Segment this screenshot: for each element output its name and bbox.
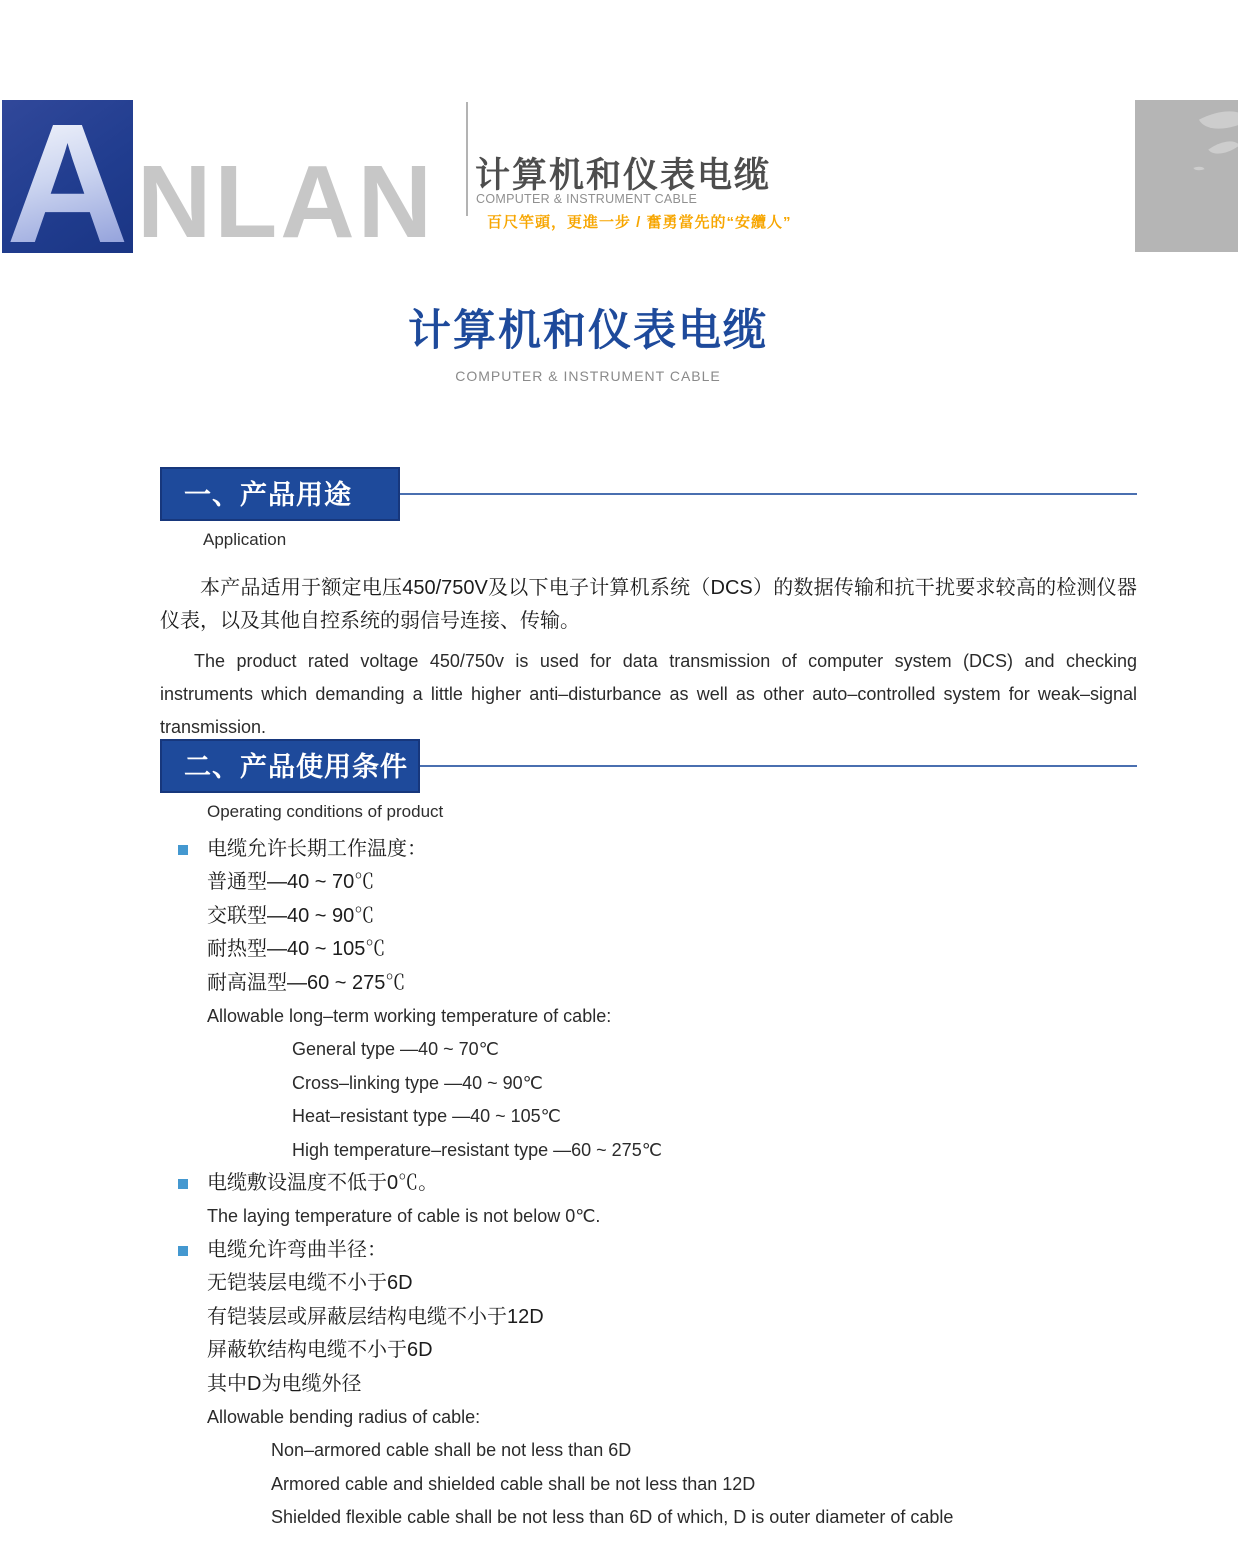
list-item-text: 电缆敷设温度不低于0℃。 xyxy=(207,1172,439,1195)
section-application xyxy=(160,467,1137,744)
leaf-decoration-icon xyxy=(1199,100,1238,141)
list-item-text: Allowable long–term working temperature of cable: xyxy=(207,1006,612,1027)
section-subheading-en: Operating conditions of product xyxy=(207,802,444,821)
section-header xyxy=(160,467,1137,521)
bullet-square-icon xyxy=(178,1179,188,1189)
list-item xyxy=(160,1501,1137,1534)
list-item-text: 其中D为电缆外径 xyxy=(207,1372,362,1395)
list-item xyxy=(160,1368,1137,1401)
list-item xyxy=(160,900,1137,933)
bullet-square-icon xyxy=(178,845,188,855)
section-rule-line xyxy=(400,493,1137,495)
section-header xyxy=(160,739,1137,793)
list-item xyxy=(160,1000,1137,1033)
list-item-text: General type —40 ~ 70℃ xyxy=(292,1039,499,1060)
leaf-decoration-icon xyxy=(1208,133,1238,162)
list-item xyxy=(160,1334,1137,1367)
list-item xyxy=(160,1468,1137,1501)
section-operating-conditions xyxy=(160,739,1137,1535)
page-title-zh: 计算机和仪表电缆 xyxy=(408,307,768,355)
list-item xyxy=(160,866,1137,899)
application-paragraph-zh: 本产品适用于额定电压450/750V及以下电子计算机系统（DCS）的数据传输和抗干扰要求较高的检测仪器仪表，以及其他自控系统的弱信号连接、传输。 xyxy=(160,577,1137,632)
list-item xyxy=(160,967,1137,1000)
list-item-text: 无铠装层电缆不小于6D xyxy=(207,1272,413,1295)
conditions-list xyxy=(160,833,1137,1535)
list-item xyxy=(160,1301,1137,1334)
page-title-block xyxy=(0,297,1176,384)
section-rule-line xyxy=(420,765,1137,767)
list-item xyxy=(160,1134,1137,1167)
list-item-text: Allowable bending radius of cable: xyxy=(207,1406,481,1427)
list-item-text: High temperature–resistant type —60 ~ 275℃ xyxy=(292,1139,662,1160)
corner-photo-block xyxy=(1135,100,1238,252)
page-title-en: COMPUTER & INSTRUMENT CABLE xyxy=(455,368,721,384)
section-subheading-en: Application xyxy=(203,530,287,549)
list-item-text: Shielded flexible cable shall be not less than 6D of which, D is outer diameter of cable xyxy=(271,1507,954,1528)
list-item xyxy=(160,1200,1137,1233)
list-item-text: Heat–resistant type —40 ~ 105℃ xyxy=(292,1106,561,1127)
list-item-text: 电缆允许弯曲半径： xyxy=(207,1238,387,1261)
list-item-text: Non–armored cable shall be not less than 6D xyxy=(271,1440,632,1461)
anlan-logo-letters: NLAN xyxy=(137,144,436,259)
list-item xyxy=(160,1067,1137,1100)
anlan-logo-mark xyxy=(2,100,133,253)
list-item xyxy=(160,833,1137,866)
list-item-text: 普通型—40 ~ 70℃ xyxy=(207,871,375,894)
bullet-square-icon xyxy=(178,1246,188,1256)
list-item xyxy=(160,933,1137,966)
list-item-text: Cross–linking type —40 ~ 90℃ xyxy=(292,1072,543,1093)
list-item xyxy=(160,1434,1137,1467)
leaf-decoration-icon xyxy=(1193,164,1204,172)
header-product-name-zh: 计算机和仪表电缆 xyxy=(475,156,772,195)
application-paragraph-en: The product rated voltage 450/750v is used for data transmission of computer system (DCS) and checking instruments which demanding a little higher anti–disturbance as well as other auto–controlled system for weak–signal transmission. xyxy=(160,651,1137,737)
list-item-text: 有铠装层或屏蔽层结构电缆不小于12D xyxy=(207,1305,544,1328)
header-product-name-en: COMPUTER & INSTRUMENT CABLE xyxy=(476,192,698,206)
header-slogan: 百尺竿頭，更進一步 / 奮勇當先的“安纜人” xyxy=(487,214,792,231)
list-item-text: 屏蔽软结构电缆不小于6D xyxy=(207,1339,433,1362)
list-item-text: 电缆允许长期工作温度： xyxy=(207,838,427,860)
list-item xyxy=(160,1033,1137,1066)
list-item-text: 耐高温型—60 ~ 275℃ xyxy=(207,971,406,994)
list-item-text: 耐热型—40 ~ 105℃ xyxy=(207,938,386,961)
logo-letter-a: A xyxy=(6,100,129,253)
list-item xyxy=(160,1234,1137,1267)
list-item xyxy=(160,1401,1137,1434)
list-item-text: Armored cable and shielded cable shall be not less than 12D xyxy=(271,1473,756,1494)
list-item xyxy=(160,1100,1137,1133)
list-item-text: The laying temperature of cable is not below 0℃. xyxy=(207,1206,601,1227)
section-heading-box: 二、产品使用条件 xyxy=(160,739,420,793)
list-item-text: 交联型—40 ~ 90℃ xyxy=(207,904,375,927)
list-item xyxy=(160,1267,1137,1300)
header-divider-line xyxy=(466,102,468,216)
list-item xyxy=(160,1167,1137,1200)
section-heading-box: 一、产品用途 xyxy=(160,467,400,521)
